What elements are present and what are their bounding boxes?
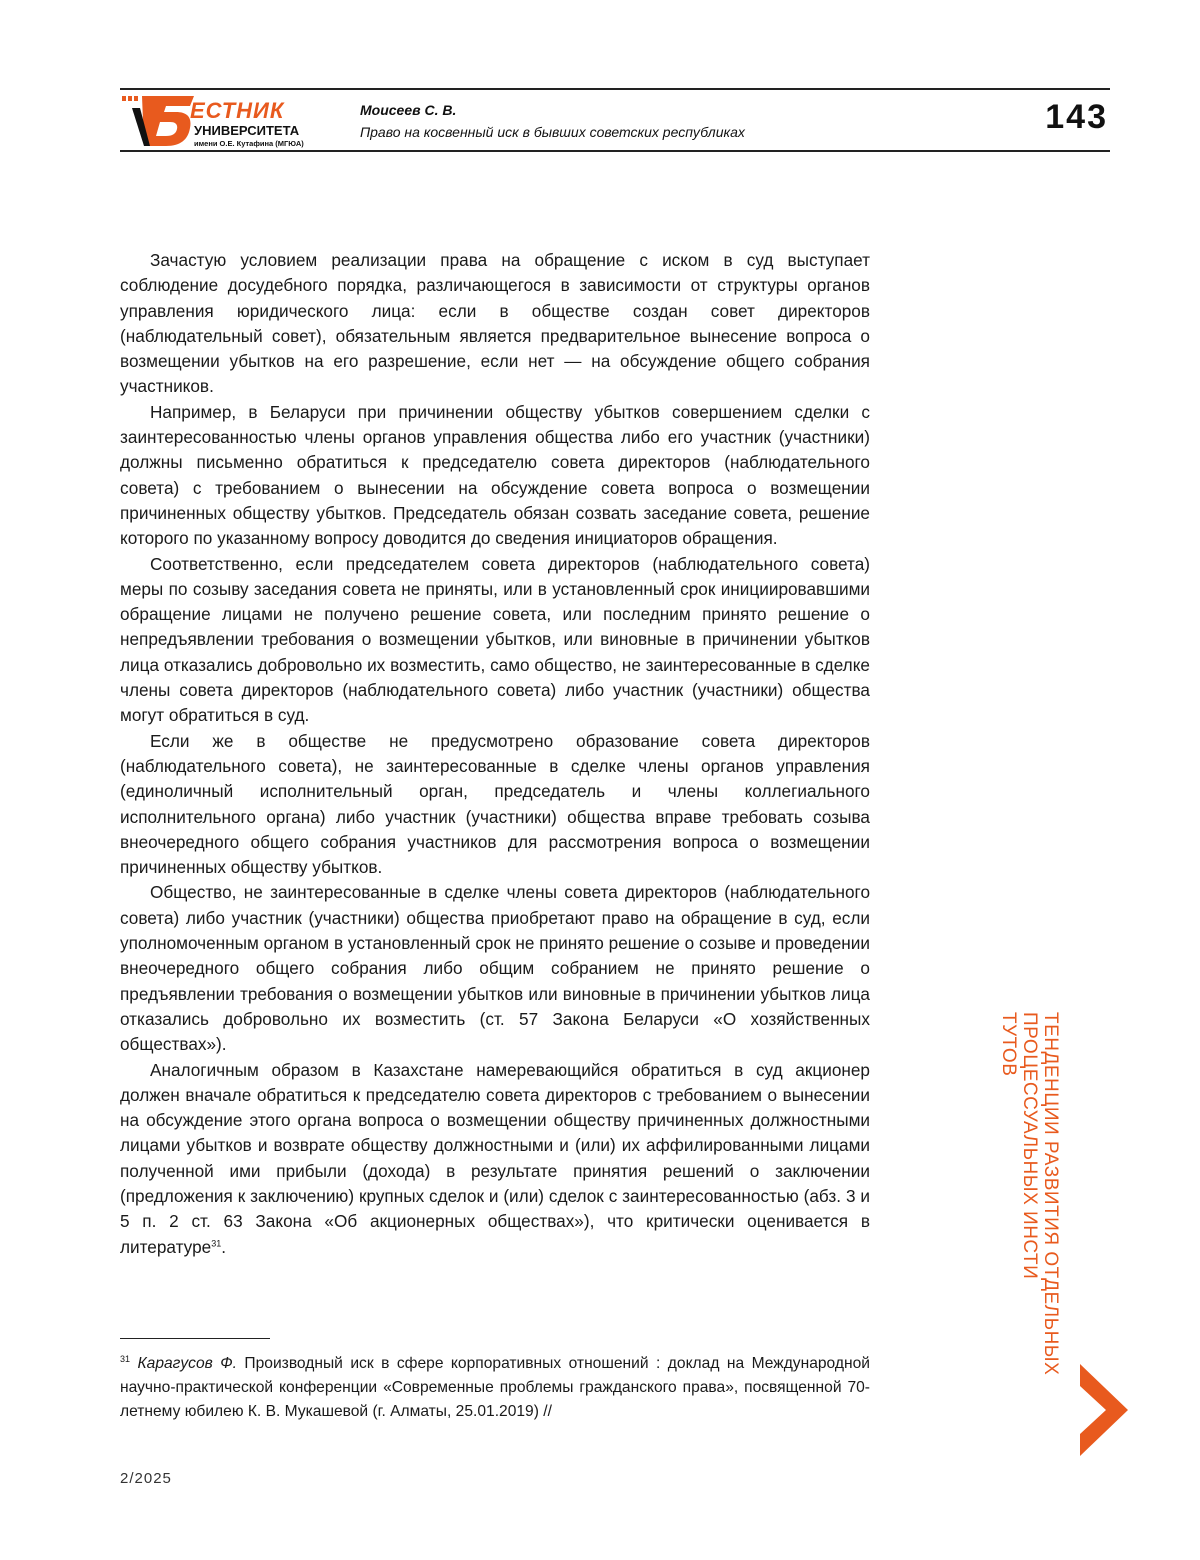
body-paragraph-text: Аналогичным образом в Казахстане намеревающийся обратиться в суд акционер должен вначале обратиться к председателю совета директоров с требованием о вынесении на обсуждение этого органа вопроса о возмещении обществу причиненных должностными лицами убытков и возврате обществу должностными и (или) их аффилированными лицами полученной ими прибыли (дохода) в результате принятия решений о заключении (предложения к заключению) крупных сделок и (или) сделок с заинтересованностью (абз. 3 и 5 п. 2 ст. 63 Закона «Об акционерных обществах»), что критически оценивается в литературе	[120, 1060, 870, 1257]
section-title: ТЕНДЕНЦИИ РАЗВИТИЯ ОТДЕЛЬНЫХ ПРОЦЕССУАЛЬНЫХ ИНСТИ ТУТОВ	[998, 1012, 1061, 1375]
section-side-label	[998, 1012, 1078, 1412]
page-number: 143	[1045, 98, 1108, 137]
footnote-number: 31	[120, 1354, 130, 1364]
logo-vestnik-text: ЕСТНИК	[190, 100, 284, 122]
page-header	[120, 88, 1110, 152]
body-paragraph: Общество, не заинтересованные в сделке члены совета директоров (наблюдательного совета) либо участник (участники) общества приобретают право на обращение в суд, если уполномоченным органом в установленный срок не принято решение о созыве и проведении внеочередного общего собрания либо общим собранием не принято решение о предъявлении требования о возмещении убытков или виновные в причинении убытков лица отказались добровольно их возместить (ст. 57 Закона Беларуси «О хозяйственных обществах»).	[120, 880, 870, 1057]
journal-logo	[120, 94, 320, 150]
logo-university-text: УНИВЕРСИТЕТА	[194, 124, 299, 137]
article-body	[120, 248, 870, 1260]
logo-subtitle-text: имени О.Е. Кутафина (МГЮА)	[194, 140, 304, 148]
logo-v-mark-icon	[122, 94, 196, 148]
article-author: Моисеев С. В.	[360, 102, 456, 118]
footnote-separator	[120, 1338, 270, 1339]
footnote-reference[interactable]: 31	[211, 1238, 221, 1248]
body-paragraph-last	[120, 1058, 870, 1260]
footnote-author: Карагусов Ф.	[137, 1355, 236, 1372]
body-paragraph: Если же в обществе не предусмотрено образование совета директоров (наблюдательного совета), не заинтересованные в сделке члены органов управления (единоличный исполнительный орган, председатель и члены коллегиального исполнительного органа) либо участник (участники) общества вправе требовать созыва внеочередного общего собрания участников для рассмотрения вопроса о возмещении причиненных обществу убытков.	[120, 729, 870, 881]
footnote-text: Производный иск в сфере корпоративных отношений : доклад на Международной научно-практической конференции «Современные проблемы гражданского права», посвященной 70-летнему юбилею К. В. Мукашевой (г. Алматы, 25.01.2019) //	[120, 1355, 870, 1420]
body-paragraph: Например, в Беларуси при причинении обществу убытков совершением сделки с заинтересованностью члены органов управления общества либо его участник (участники) должны письменно обратиться к председателю совета директоров (наблюдательного совета) с требованием о вынесении на обсуждение совета вопроса о возмещении причиненных обществу убытков. Председатель обязан созвать заседание совета, решение которого по указанному вопросу доводится до сведения инициаторов обращения.	[120, 400, 870, 552]
header-bottom-rule	[120, 150, 1110, 152]
issue-number: 2/2025	[120, 1470, 172, 1487]
body-paragraph-end: .	[221, 1237, 226, 1257]
body-paragraph: Зачастую условием реализации права на обращение с иском в суд выступает соблюдение досудебного порядка, различающегося в зависимости от структуры органов управления юридического лица: если в обществе создан совет директоров (наблюдательный совет), обязательным является предварительное вынесение вопроса о возмещении убытков на его разрешение, если нет — на обсуждение общего собрания участников.	[120, 248, 870, 400]
section-arrow-icon	[1074, 1362, 1130, 1458]
article-running-title: Право на косвенный иск в бывших советских республиках	[360, 124, 745, 140]
body-paragraph: Соответственно, если председателем совета директоров (наблюдательного совета) меры по созыву заседания совета не приняты, или в установленный срок инициировавшими обращение лицами не получено решение совета, или последним принято решение о непредъявлении требования о возмещении убытков, или виновные в причинении убытков лица отказались добровольно их возместить, само общество, не заинтересованные в сделке члены совета директоров (наблюдательного совета) либо участник (участники) общества могут обратиться в суд.	[120, 552, 870, 729]
header-top-rule	[120, 88, 1110, 90]
footnote	[120, 1352, 870, 1424]
